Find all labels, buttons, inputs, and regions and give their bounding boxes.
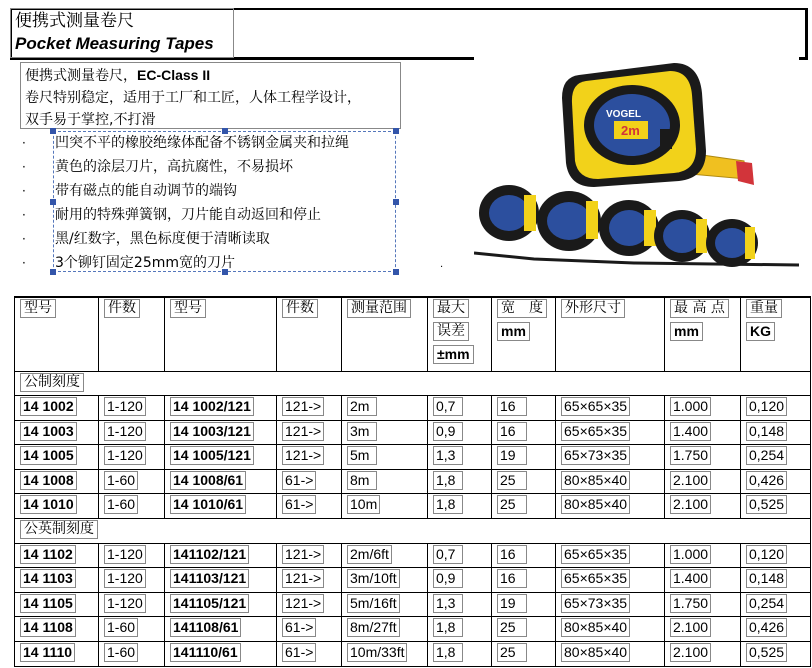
cell-value: 0,254 (746, 446, 787, 465)
cell-value: 1.400 (670, 569, 711, 588)
col-error-header (428, 297, 492, 371)
cell-value: 25 (497, 495, 527, 514)
header-label: 型号 (20, 299, 56, 318)
cell-value: 80×85×40 (561, 495, 630, 514)
table-cell (556, 642, 665, 667)
cell-value: 25 (497, 471, 527, 490)
cell-value: 14 1008/61 (170, 471, 246, 490)
cell-value: 16 (497, 569, 527, 588)
product-table (14, 296, 811, 667)
cell-value: 1.000 (670, 397, 711, 416)
cell-value: 2m (347, 397, 377, 416)
table-cell (15, 543, 99, 568)
table-cell (165, 445, 277, 470)
cell-value: 0,9 (433, 422, 463, 441)
page-title-en: Pocket Measuring Tapes (15, 34, 214, 53)
feature-item (20, 203, 410, 227)
cell-value: 2.100 (670, 495, 711, 514)
table-cell (428, 494, 492, 519)
table-cell (99, 592, 165, 617)
header-label: 误差 (433, 322, 469, 341)
table-cell (492, 543, 556, 568)
feature-item (20, 179, 410, 203)
table-cell (428, 469, 492, 494)
cell-value: 14 1108 (20, 618, 76, 637)
table-cell (15, 592, 99, 617)
cell-value: 1-120 (104, 446, 146, 465)
table-cell (277, 568, 342, 593)
table-cell (492, 420, 556, 445)
header-label: mm (670, 322, 703, 341)
header-label: 件数 (282, 299, 318, 318)
table-cell (99, 642, 165, 667)
table-cell (741, 420, 811, 445)
header-label: mm (497, 322, 530, 341)
table-cell (665, 469, 741, 494)
cell-value: 1.750 (670, 594, 711, 613)
table-cell (99, 396, 165, 421)
table-cell (99, 445, 165, 470)
table-cell (165, 420, 277, 445)
cell-value: 121-> (282, 545, 324, 564)
cell-value: 2.100 (670, 643, 711, 662)
cell-value: 141103/121 (170, 569, 249, 588)
product-photo (474, 53, 799, 272)
table-row (15, 494, 811, 519)
table-row (15, 469, 811, 494)
cell-value: 14 1008 (20, 471, 77, 490)
bullet: · (22, 184, 26, 198)
feature-item (20, 155, 410, 179)
cell-value: 14 1005 (20, 446, 77, 465)
cell-value: 3m (347, 422, 377, 441)
table-cell (165, 617, 277, 642)
cell-value: 14 1003/121 (170, 422, 254, 441)
cell-value: 2.100 (670, 471, 711, 490)
table-cell (665, 617, 741, 642)
cell-value: 1,8 (433, 643, 463, 662)
table-cell (428, 642, 492, 667)
table-cell (428, 543, 492, 568)
cell-value: 8m (347, 471, 377, 490)
cell-value: 0,426 (746, 471, 787, 490)
table-cell (492, 642, 556, 667)
table-cell (556, 592, 665, 617)
table-cell (492, 617, 556, 642)
section-label: 公英制刻度 (20, 520, 98, 539)
bullet: · (22, 160, 26, 174)
bullet: · (22, 256, 26, 270)
table-cell (165, 396, 277, 421)
cell-value: 14 1103 (20, 569, 76, 588)
col-qty2-header (277, 297, 342, 371)
table-cell (342, 494, 428, 519)
feature-text: 耐用的特殊弹簧钢，刀片能自动返回和停止 (55, 207, 321, 223)
table-cell (15, 568, 99, 593)
cell-value: 16 (497, 422, 527, 441)
table-cell (428, 617, 492, 642)
cell-value: 121-> (282, 397, 324, 416)
cell-value: 1-60 (104, 471, 138, 490)
header-label: 件数 (104, 299, 140, 318)
table-cell (665, 494, 741, 519)
cell-value: 19 (497, 594, 527, 613)
feature-text: 带有磁点的能自动调节的端钩 (55, 183, 237, 199)
feature-item (20, 227, 410, 251)
cell-value: 1-120 (104, 594, 146, 613)
cell-value: 121-> (282, 422, 324, 441)
table-cell (665, 592, 741, 617)
col-qty-header (99, 297, 165, 371)
cell-value: 0,7 (433, 397, 463, 416)
cell-value: 8m/27ft (347, 618, 400, 637)
table-cell (99, 543, 165, 568)
cell-value: 1.750 (670, 446, 711, 465)
cell-value: 1.400 (670, 422, 711, 441)
table-cell (165, 568, 277, 593)
cell-value: 5m (347, 446, 377, 465)
cell-value: 141102/121 (170, 545, 249, 564)
table-cell (277, 396, 342, 421)
section-row (15, 371, 811, 396)
table-cell (428, 445, 492, 470)
cell-value: 1-120 (104, 545, 146, 564)
table-cell (556, 445, 665, 470)
cell-value: 14 1005/121 (170, 446, 254, 465)
table-cell (741, 642, 811, 667)
cell-value: 1,8 (433, 618, 463, 637)
section-row (15, 519, 811, 544)
table-cell (165, 642, 277, 667)
cell-value: 14 1102 (20, 545, 76, 564)
cell-value: 0,9 (433, 569, 463, 588)
col-height-header (665, 297, 741, 371)
brand-label: VOGEL (606, 109, 642, 120)
table-row (15, 396, 811, 421)
cell-value: 1,8 (433, 471, 463, 490)
table-cell (99, 568, 165, 593)
cell-value: 65×65×35 (561, 397, 630, 416)
header-label: ±mm (433, 345, 474, 364)
large-tape-measure (562, 63, 706, 187)
cell-value: 19 (497, 446, 527, 465)
table-cell (15, 420, 99, 445)
table-cell (492, 494, 556, 519)
feature-item (20, 251, 410, 275)
table-row (15, 642, 811, 667)
cell-value: 80×85×40 (561, 643, 630, 662)
table-cell (741, 592, 811, 617)
cell-value: 121-> (282, 446, 324, 465)
table-cell (428, 396, 492, 421)
cell-value: 61-> (282, 643, 316, 662)
table-cell (665, 396, 741, 421)
col-model2-header (165, 297, 277, 371)
table-cell (15, 445, 99, 470)
table-cell (556, 420, 665, 445)
cell-value: 1,8 (433, 495, 463, 514)
table-cell (342, 568, 428, 593)
cell-value: 80×85×40 (561, 471, 630, 490)
table-cell (556, 469, 665, 494)
table-cell (15, 469, 99, 494)
feature-text: 3个铆钉固定25mm宽的刀片 (55, 255, 235, 271)
tape-hook (736, 161, 754, 185)
table-cell (15, 494, 99, 519)
header-label: 最大 (433, 299, 469, 318)
cell-value: 61-> (282, 495, 316, 514)
table-cell (277, 617, 342, 642)
cell-value: 3m/10ft (347, 569, 400, 588)
cell-value: 0,120 (746, 397, 787, 416)
table-cell (665, 420, 741, 445)
cell-value: 14 1002 (20, 397, 77, 416)
table-row (15, 592, 811, 617)
section-label: 公制刻度 (20, 373, 84, 392)
table-cell (492, 469, 556, 494)
description-line-3: 双手易于掌控,不打滑 (25, 112, 156, 128)
table-cell (342, 420, 428, 445)
cell-value: 65×73×35 (561, 446, 630, 465)
cell-value: 141105/121 (170, 594, 249, 613)
col-weight-header (741, 297, 811, 371)
table-cell (342, 445, 428, 470)
table-cell (277, 469, 342, 494)
cell-value: 0,120 (746, 545, 787, 564)
table-cell (15, 617, 99, 642)
cell-value: 14 1010 (20, 495, 77, 514)
feature-list (20, 131, 410, 275)
col-model-header (15, 297, 99, 371)
table-cell (277, 420, 342, 445)
table-cell (99, 420, 165, 445)
table-cell (556, 617, 665, 642)
table-cell (556, 494, 665, 519)
table-cell (99, 617, 165, 642)
description-line-2: 卷尺特别稳定，适用于工厂和工匠，人体工程学设计， (25, 90, 361, 106)
cell-value: 14 1105 (20, 594, 76, 613)
cell-value: 0,525 (746, 495, 787, 514)
header-label: 最 高 点 (670, 299, 729, 318)
cell-value: 14 1110 (20, 643, 75, 662)
table-cell (665, 445, 741, 470)
header-label: 重量 (746, 299, 782, 318)
cell-value: 25 (497, 643, 527, 662)
cell-value: 1-120 (104, 397, 146, 416)
cell-value: 0,426 (746, 618, 787, 637)
table-cell (741, 469, 811, 494)
feature-text: 黄色的涂层刀片，高抗腐性，不易损坏 (55, 159, 293, 175)
cell-value: 1-60 (104, 495, 138, 514)
cell-value: 121-> (282, 594, 324, 613)
tape-measures-image (474, 53, 799, 272)
size-label: 2m (621, 123, 640, 138)
table-cell (165, 469, 277, 494)
cell-value: 2.100 (670, 618, 711, 637)
table-cell (277, 445, 342, 470)
title-box (10, 8, 234, 58)
table-cell (741, 445, 811, 470)
cell-value: 16 (497, 545, 527, 564)
cell-value: 61-> (282, 471, 316, 490)
table-cell (15, 642, 99, 667)
header-label: KG (746, 322, 775, 341)
table-cell (741, 543, 811, 568)
table-cell (99, 494, 165, 519)
table-body (15, 371, 811, 666)
table-row (15, 617, 811, 642)
table-cell (342, 543, 428, 568)
cell-value: 65×65×35 (561, 569, 630, 588)
cell-value: 141110/61 (170, 643, 241, 662)
table-cell (492, 568, 556, 593)
table-cell (342, 592, 428, 617)
table-cell (277, 642, 342, 667)
table-cell (741, 568, 811, 593)
description-line-1 (25, 64, 396, 87)
table-cell (165, 543, 277, 568)
table-cell (342, 642, 428, 667)
table-cell (665, 568, 741, 593)
table-cell (665, 543, 741, 568)
cell-value: 1,3 (433, 594, 463, 613)
feature-text: 黑/红数字，黑色标度便于清晰读取 (55, 231, 270, 247)
table-cell (741, 617, 811, 642)
cell-value: 1,3 (433, 446, 463, 465)
table-cell (342, 617, 428, 642)
cell-value: 1-120 (104, 422, 146, 441)
table-cell (277, 543, 342, 568)
cell-value: 65×73×35 (561, 594, 630, 613)
page-title-cn: 便携式测量卷尺 (15, 11, 134, 31)
cell-value: 65×65×35 (561, 545, 630, 564)
header-label: 宽 度 (497, 299, 547, 318)
cell-value: 65×65×35 (561, 422, 630, 441)
cell-value: 5m/16ft (347, 594, 400, 613)
small-tape-measures (474, 185, 799, 267)
cell-value: 14 1010/61 (170, 495, 246, 514)
table-cell (277, 592, 342, 617)
col-dims-header (556, 297, 665, 371)
table-header-row (15, 297, 811, 371)
cell-value: 1.000 (670, 545, 711, 564)
table-cell (428, 420, 492, 445)
bullet: · (22, 232, 26, 246)
description-box (20, 62, 401, 129)
cell-value: 10m (347, 495, 380, 514)
table-cell (741, 494, 811, 519)
table-cell (492, 592, 556, 617)
table-cell (556, 543, 665, 568)
cell-value: 0,148 (746, 569, 787, 588)
table-cell (342, 396, 428, 421)
cell-value: 80×85×40 (561, 618, 630, 637)
cell-value: 0,525 (746, 643, 787, 662)
col-width-header (492, 297, 556, 371)
col-range-header (342, 297, 428, 371)
class-label: EC-Class II (137, 67, 211, 83)
stray-dot: · (440, 262, 444, 273)
table-row (15, 445, 811, 470)
table-cell (428, 592, 492, 617)
table-cell (15, 396, 99, 421)
table-cell (556, 568, 665, 593)
table-row (15, 543, 811, 568)
table-cell (665, 642, 741, 667)
table-cell (165, 592, 277, 617)
cell-value: 0,148 (746, 422, 787, 441)
bullet: · (22, 208, 26, 222)
table-cell (492, 396, 556, 421)
header-label: 测量范围 (347, 299, 411, 318)
table-cell (165, 494, 277, 519)
cell-value: 14 1003 (20, 422, 77, 441)
table-cell (277, 494, 342, 519)
cell-value: 61-> (282, 618, 316, 637)
cell-value: 1-60 (104, 618, 138, 637)
cell-value: 16 (497, 397, 527, 416)
table-cell (492, 445, 556, 470)
feature-text: 凹突不平的橡胶绝缘体配备不锈钢金属夹和拉绳 (55, 135, 349, 151)
description-cn: 便携式测量卷尺， (25, 68, 137, 84)
table-cell (556, 396, 665, 421)
cell-value: 25 (497, 618, 527, 637)
cell-value: 121-> (282, 569, 324, 588)
cell-value: 1-60 (104, 643, 138, 662)
cell-value: 141108/61 (170, 618, 241, 637)
cell-value: 0,7 (433, 545, 463, 564)
cell-value: 14 1002/121 (170, 397, 254, 416)
header-label: 外形尺寸 (561, 299, 625, 318)
cell-value: 10m/33ft (347, 643, 407, 662)
table-row (15, 420, 811, 445)
table-cell (741, 396, 811, 421)
table-cell (99, 469, 165, 494)
table-cell (342, 469, 428, 494)
cell-value: 1-120 (104, 569, 146, 588)
table-row (15, 568, 811, 593)
header-label: 型号 (170, 299, 206, 318)
feature-item (20, 131, 410, 155)
table-cell (428, 568, 492, 593)
cell-value: 0,254 (746, 594, 787, 613)
bullet: · (22, 136, 26, 150)
cell-value: 2m/6ft (347, 545, 392, 564)
